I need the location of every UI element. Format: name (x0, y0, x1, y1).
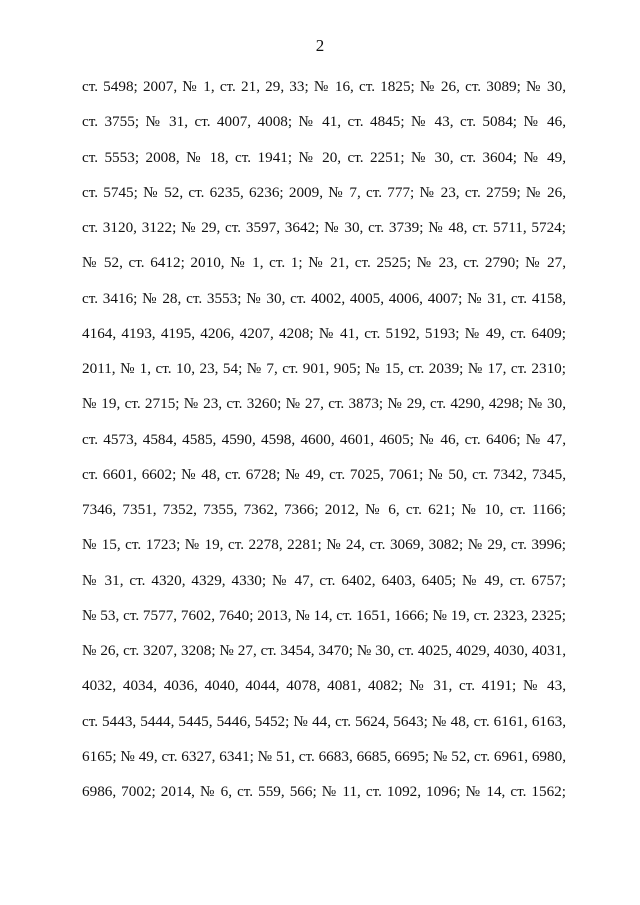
text-line: 4032, 4034, 4036, 4040, 4044, 4078, 4081, 4082; № 31, ст. 4191; № 43, (82, 677, 566, 695)
page-number: 2 (315, 36, 325, 55)
text-line: № 15, ст. 1723; № 19, ст. 2278, 2281; № 24, ст. 3069, 3082; № 29, ст. 3996; (82, 536, 566, 554)
text-line: 7346, 7351, 7352, 7355, 7362, 7366; 2012, № 6, ст. 621; № 10, ст. 1166; (82, 501, 566, 518)
text-line: № 26, ст. 3207, 3208; № 27, ст. 3454, 3470; № 30, ст. 4025, 4029, 4030, 4031, (82, 642, 566, 659)
text-line: 2011, № 1, ст. 10, 23, 54; № 7, ст. 901, 905; № 15, ст. 2039; № 17, ст. 2310; (82, 360, 566, 377)
text-line: ст. 3755; № 31, ст. 4007, 4008; № 41, ст. 4845; № 43, ст. 5084; № 46, (82, 113, 566, 131)
text-line: № 19, ст. 2715; № 23, ст. 3260; № 27, ст. 3873; № 29, ст. 4290, 4298; № 30, (82, 395, 566, 413)
text-line: 6165; № 49, ст. 6327, 6341; № 51, ст. 6683, 6685, 6695; № 52, ст. 6961, 6980, (82, 747, 566, 765)
text-line: ст. 4573, 4584, 4585, 4590, 4598, 4600, 4601, 4605; № 46, ст. 6406; № 47, (82, 430, 566, 448)
text-line: 4164, 4193, 4195, 4206, 4207, 4208; № 41, ст. 5192, 5193; № 49, ст. 6409; (82, 324, 566, 342)
text-line: ст. 3120, 3122; № 29, ст. 3597, 3642; № 30, ст. 3739; № 48, ст. 5711, 5724; (82, 219, 566, 236)
text-line: ст. 5443, 5444, 5445, 5446, 5452; № 44, ст. 5624, 5643; № 48, ст. 6161, 6163, (82, 712, 566, 730)
text-line: № 53, ст. 7577, 7602, 7640; 2013, № 14, ст. 1651, 1666; № 19, ст. 2323, 2325; (82, 606, 566, 624)
text-line: ст. 5553; 2008, № 18, ст. 1941; № 20, ст. 2251; № 30, ст. 3604; № 49, (82, 148, 566, 166)
text-line: ст. 5745; № 52, ст. 6235, 6236; 2009, № 7, ст. 777; № 23, ст. 2759; № 26, (82, 183, 566, 201)
text-line: ст. 6601, 6602; № 48, ст. 6728; № 49, ст. 7025, 7061; № 50, ст. 7342, 7345, (82, 465, 566, 483)
text-line: 6986, 7002; 2014, № 6, ст. 559, 566; № 11, ст. 1092, 1096; № 14, ст. 1562; (82, 783, 566, 800)
text-line: ст. 3416; № 28, ст. 3553; № 30, ст. 4002, 4005, 4006, 4007; № 31, ст. 4158, (82, 289, 566, 307)
text-line: № 31, ст. 4320, 4329, 4330; № 47, ст. 6402, 6403, 6405; № 49, ст. 6757; (82, 571, 566, 589)
body-text (82, 75, 566, 815)
text-line: № 52, ст. 6412; 2010, № 1, ст. 1; № 21, ст. 2525; № 23, ст. 2790; № 27, (82, 254, 566, 272)
text-line: ст. 5498; 2007, № 1, ст. 21, 29, 33; № 16, ст. 1825; № 26, ст. 3089; № 30, (82, 78, 566, 95)
